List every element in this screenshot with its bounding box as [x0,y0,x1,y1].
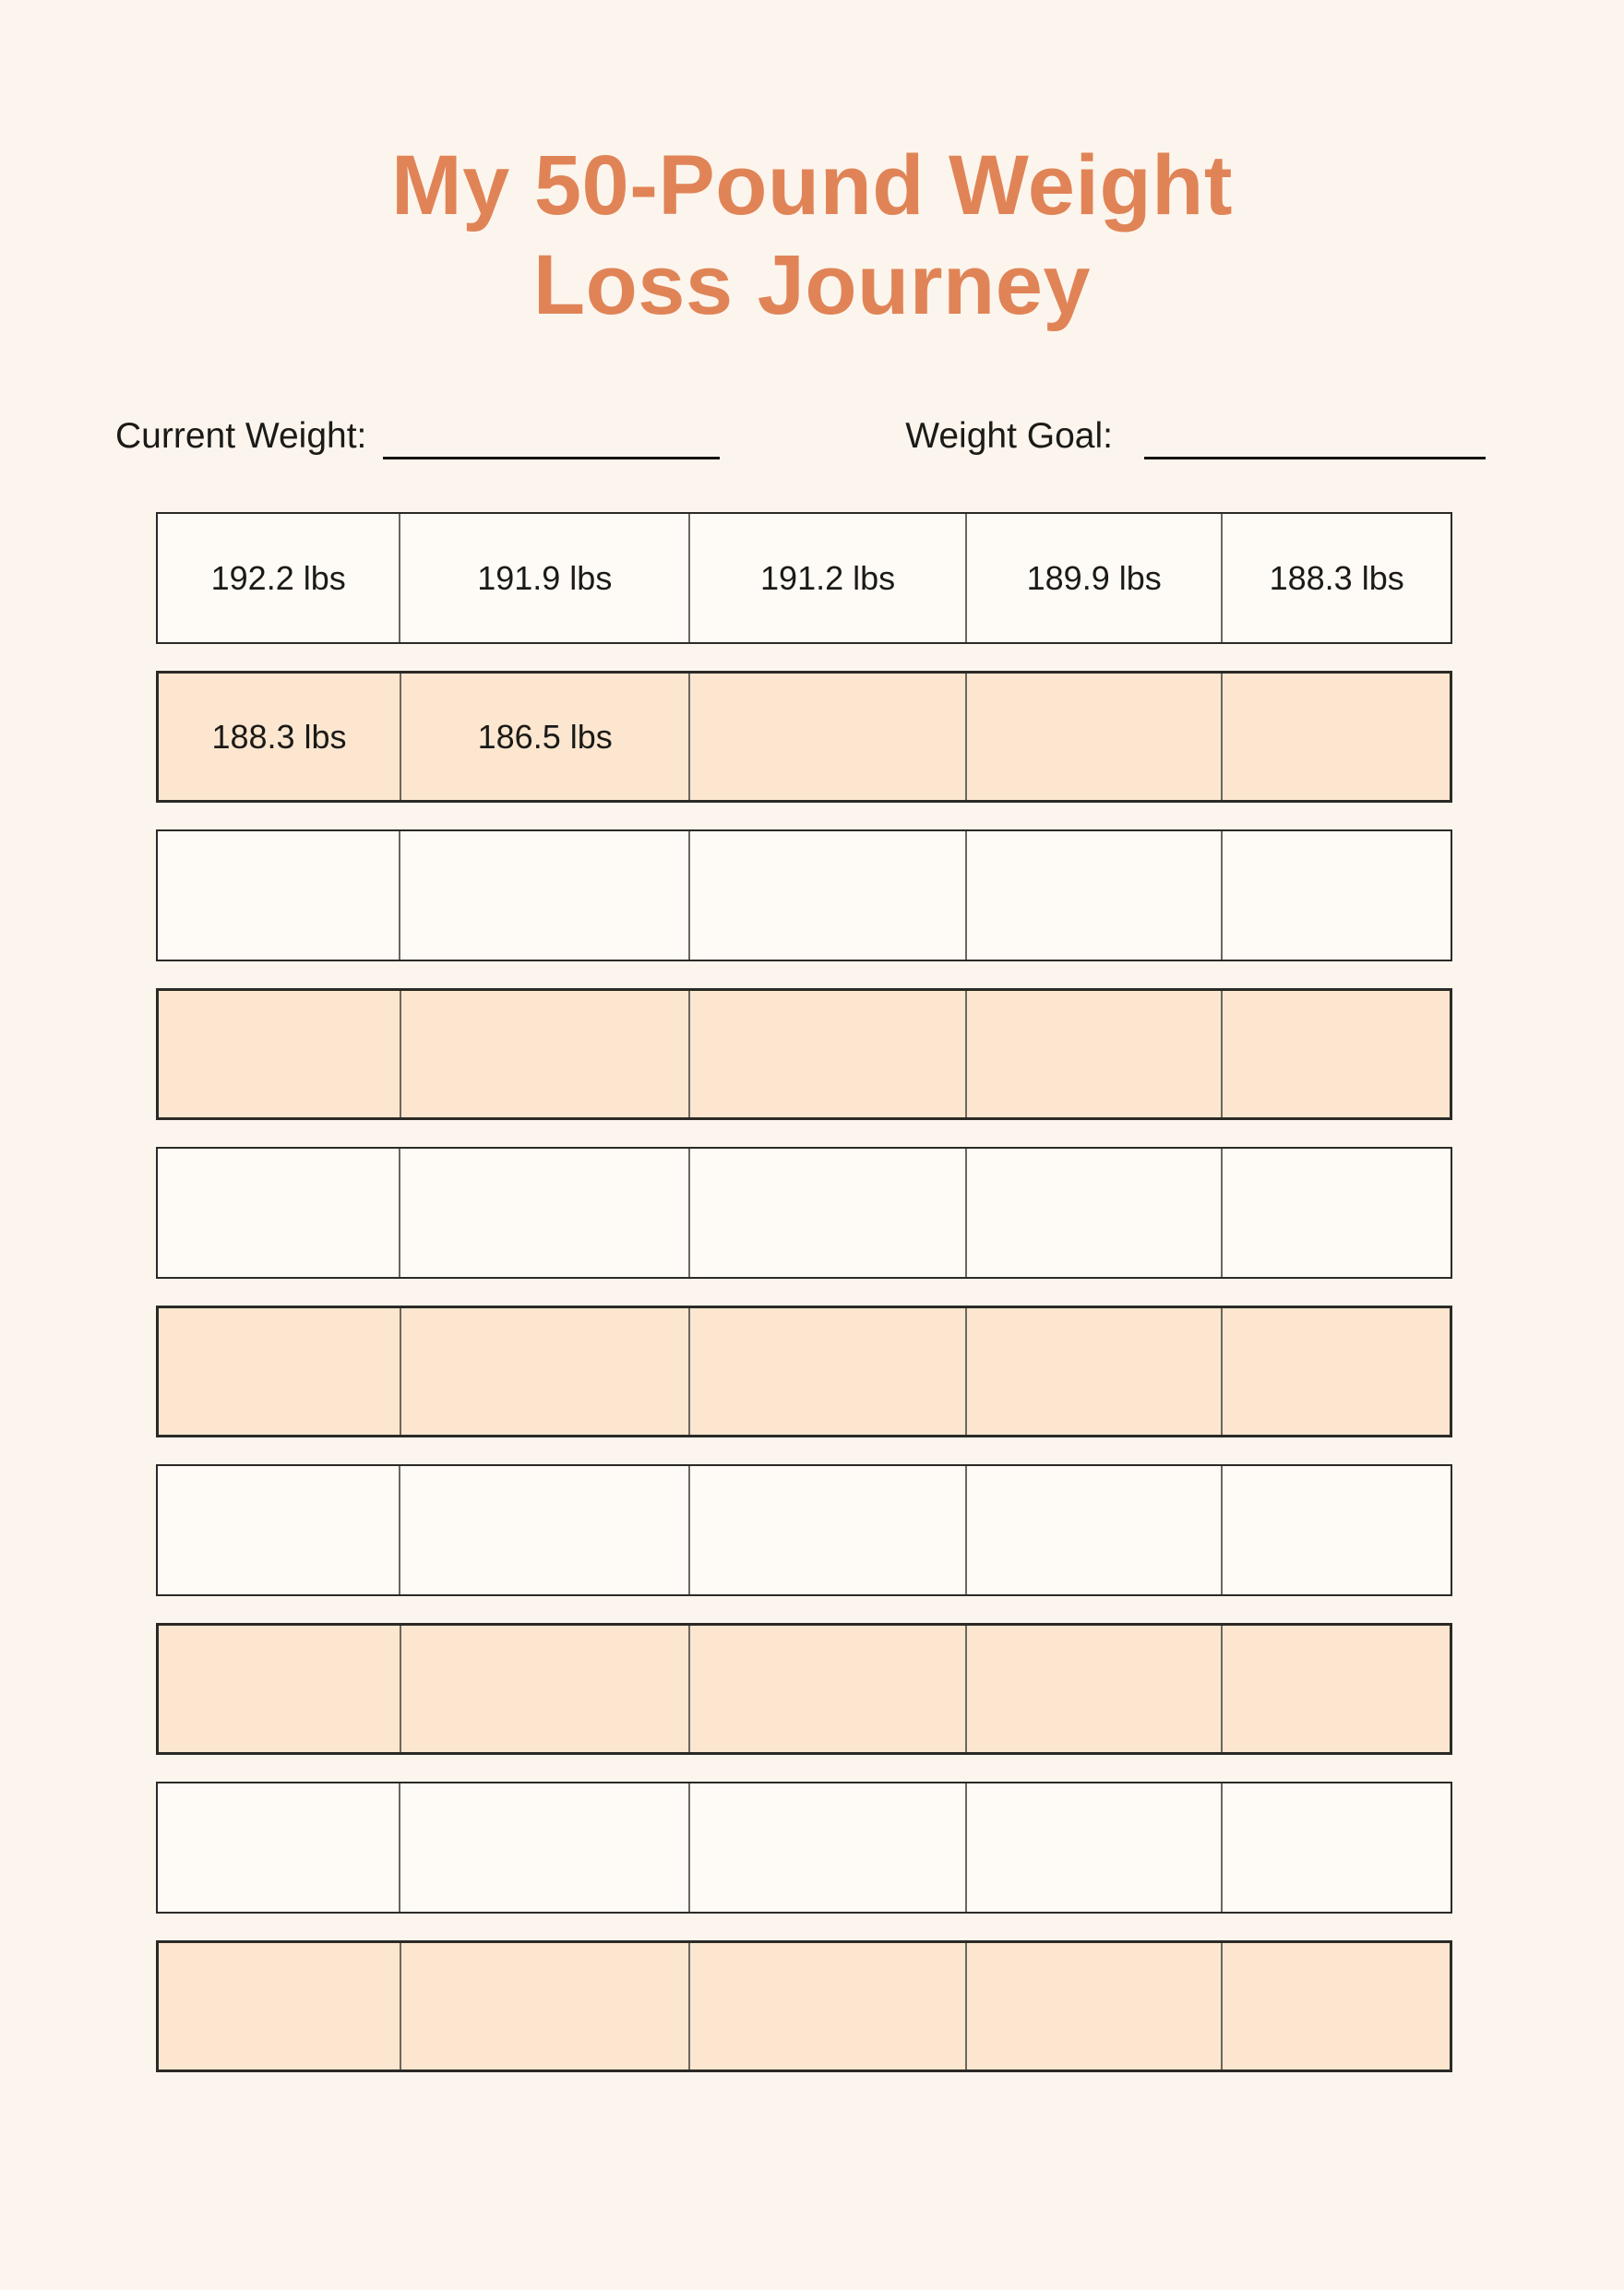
table-cell[interactable] [400,1783,690,1912]
table-cell[interactable] [690,1943,966,2069]
table-cell[interactable] [159,991,401,1117]
table-row [156,1464,1452,1596]
table-cell[interactable] [401,991,690,1117]
table-cell[interactable] [1223,991,1450,1117]
table-cell[interactable] [967,831,1223,960]
table-cell[interactable] [967,1308,1223,1435]
table-cell[interactable] [400,1149,690,1277]
table-cell[interactable] [400,831,690,960]
title-line-2: Loss Journey [532,237,1092,332]
table-cell[interactable] [1223,1308,1450,1435]
table-cell[interactable] [401,1308,690,1435]
current-weight-field [115,414,720,459]
table-cell[interactable]: 192.2 lbs [158,514,400,642]
table-cell[interactable] [158,1783,400,1912]
fields-row [115,414,1486,459]
table-row [156,1940,1452,2072]
table-cell[interactable] [690,1783,967,1912]
current-weight-blank[interactable] [383,417,720,459]
table-cell[interactable] [690,1308,966,1435]
table-cell[interactable] [158,831,400,960]
table-cell[interactable] [1223,1943,1450,2069]
table-cell[interactable] [967,1149,1223,1277]
table-cell[interactable]: 186.5 lbs [401,674,690,800]
table-cell[interactable] [159,1626,401,1752]
table-cell[interactable] [158,1466,400,1594]
table-cell[interactable]: 191.2 lbs [690,514,967,642]
table-cell[interactable] [967,991,1223,1117]
table-cell[interactable] [690,1466,967,1594]
table-cell[interactable] [967,1626,1223,1752]
table-row [156,1147,1452,1279]
table-cell[interactable] [1223,1783,1451,1912]
table-cell[interactable]: 189.9 lbs [967,514,1223,642]
table-row [156,671,1452,803]
table-cell[interactable] [690,1626,966,1752]
table-cell[interactable] [401,1943,690,2069]
table-row [156,1782,1452,1914]
table-cell[interactable] [1223,1466,1451,1594]
table-cell[interactable] [1223,831,1451,960]
weight-goal-field [905,414,1486,459]
table-row [156,1306,1452,1437]
weight-goal-blank[interactable] [1144,417,1486,459]
table-cell[interactable] [1223,674,1450,800]
table-cell[interactable] [1223,1149,1451,1277]
table-cell[interactable] [401,1626,690,1752]
table-row [156,512,1452,644]
table-row [156,1623,1452,1755]
table-cell[interactable]: 188.3 lbs [159,674,401,800]
table-cell[interactable] [159,1308,401,1435]
table-cell[interactable] [1223,1626,1450,1752]
table-cell[interactable] [690,831,967,960]
table-cell[interactable] [690,1149,967,1277]
table-cell[interactable] [158,1149,400,1277]
table-cell[interactable] [967,1466,1223,1594]
weight-goal-label: Weight Goal: [905,416,1113,457]
table-cell[interactable]: 191.9 lbs [400,514,690,642]
table-cell[interactable] [400,1466,690,1594]
current-weight-label: Current Weight: [115,416,367,457]
table-cell[interactable] [159,1943,401,2069]
page-title [0,0,1624,335]
table-cell[interactable] [967,1943,1223,2069]
table-cell[interactable]: 188.3 lbs [1269,558,1404,597]
table-cell[interactable] [967,674,1223,800]
table-cell[interactable] [690,674,966,800]
table-row [156,829,1452,961]
title-line-1: My 50-Pound Weight [391,138,1233,233]
weight-table [156,512,1452,2072]
table-cell[interactable] [967,1783,1223,1912]
table-row [156,988,1452,1120]
table-cell[interactable] [690,991,966,1117]
